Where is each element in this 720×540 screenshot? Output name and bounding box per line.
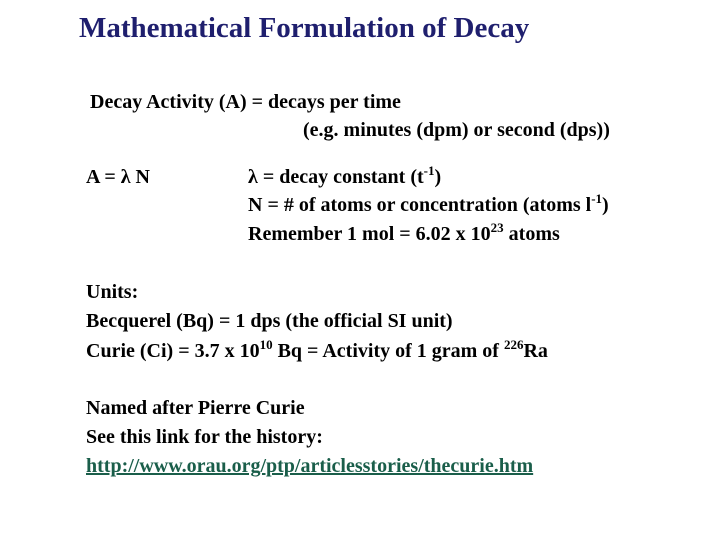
activity-definition: Decay Activity (A) = decays per time xyxy=(90,91,401,113)
lambda-exponent: -1 xyxy=(423,163,435,178)
mol-reminder xyxy=(248,222,560,246)
mol-reminder-text: Remember 1 mol = 6.02 x 10 xyxy=(248,223,491,245)
curie-exponent: 10 xyxy=(259,337,273,352)
curie-definition xyxy=(86,339,548,363)
history-link[interactable]: http://www.orau.org/ptp/articlesstories/thecurie.htm xyxy=(86,455,534,477)
avogadro-exponent: 23 xyxy=(490,220,504,235)
mol-reminder-unit: atoms xyxy=(503,223,560,245)
radium-symbol: Ra xyxy=(523,340,548,362)
history-link-line xyxy=(86,454,533,478)
lambda-definition-close: ) xyxy=(434,166,442,188)
slide-title: Mathematical Formulation of Decay xyxy=(79,12,530,44)
n-definition-text: N = # of atoms or concentration (atoms l xyxy=(248,194,592,216)
see-link-text: See this link for the history: xyxy=(86,426,323,448)
curie-definition-mid: Bq = Activity of 1 gram of xyxy=(272,340,504,362)
becquerel-definition: Becquerel (Bq) = 1 dps (the official SI unit) xyxy=(86,310,453,332)
n-definition-close: ) xyxy=(602,194,609,216)
n-exponent: -1 xyxy=(591,191,603,206)
lambda-definition-text: λ = decay constant (t xyxy=(248,166,424,188)
n-definition xyxy=(248,193,609,217)
decay-equation: A = λ N xyxy=(86,166,151,188)
units-heading: Units: xyxy=(86,281,139,303)
activity-units: (e.g. minutes (dpm) or second (dps)) xyxy=(303,119,610,141)
lambda-definition xyxy=(248,165,441,189)
radium-mass-number: 226 xyxy=(503,337,524,352)
curie-definition-text: Curie (Ci) = 3.7 x 10 xyxy=(86,340,260,362)
named-after-text: Named after Pierre Curie xyxy=(86,397,305,419)
